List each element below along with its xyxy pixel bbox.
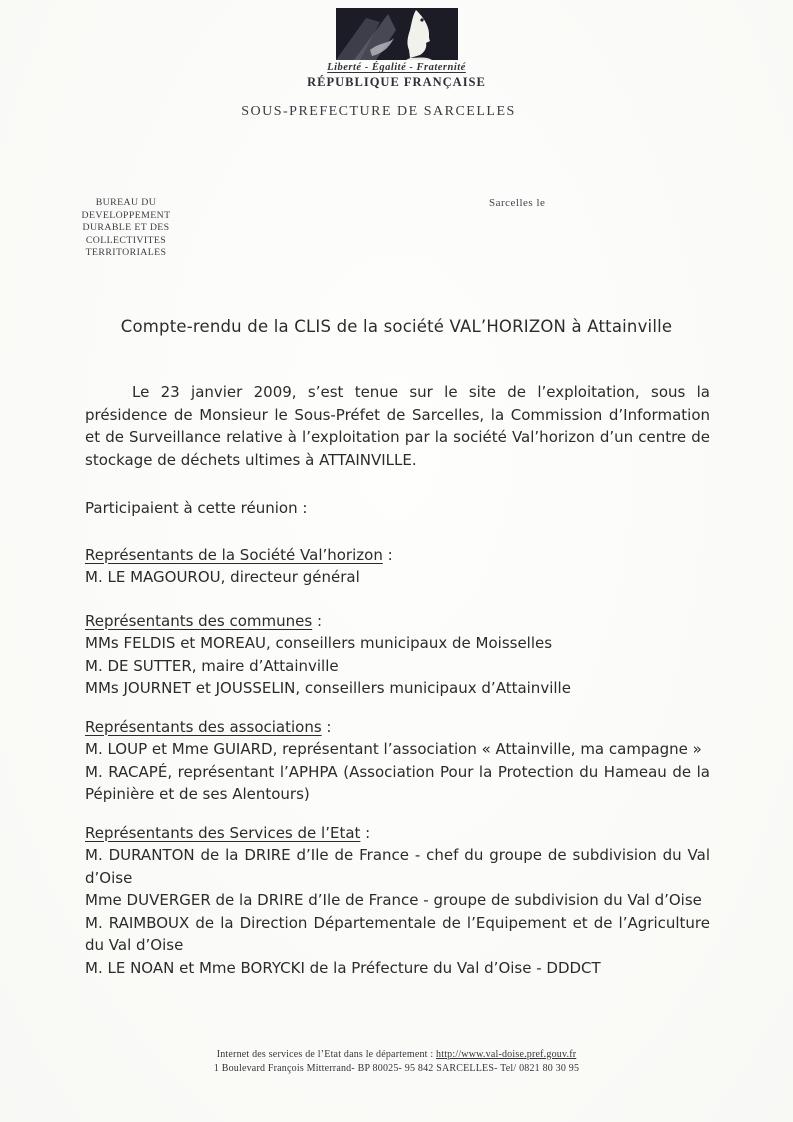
section-heading [85, 822, 710, 845]
section-heading [85, 544, 710, 567]
motto-text: Liberté - Égalité - Fraternité [327, 62, 466, 73]
section-heading-colon: : [360, 823, 371, 842]
section-heading [85, 610, 710, 633]
participant-line: M. DE SUTTER, maire d’Attainville [85, 656, 339, 675]
participant-line: Mme DUVERGER de la DRIRE d’Ile de France - groupe de subdivision du Val d’Oise [85, 891, 702, 909]
section-heading-colon: : [321, 717, 332, 736]
participant-line: M. LE MAGOUROU, directeur général [85, 568, 360, 586]
intro-paragraph: Le 23 janvier 2009, s’est tenue sur le site de l’exploitation, sous la présidence de Monsieur le Sous-Préfet de Sarcelles, la Commission d’Information et de Surveillance relative à l’exploitation par la société Val’horizon d’un centre de stockage de déchets ultimes à ATTAINVILLE. [85, 383, 710, 469]
participant-line: M. DURANTON de la DRIRE d’Ile de France - chef du groupe de subdivision du Val d’Oise [85, 846, 710, 887]
letterhead [0, 8, 793, 90]
section-heading-text: Représentants de la Société Val’horizon [85, 545, 383, 564]
footer-internet-label: Internet des services de l’Etat dans le département : [216, 1049, 437, 1060]
bureau-line: COLLECTIVITES [85, 234, 167, 246]
participant-line: M. LE NOAN et Mme BORYCKI de la Préfecture du Val d’Oise - DDDCT [85, 958, 601, 977]
bureau-line: DEVELOPPEMENT [81, 209, 171, 221]
section-societe-valhorizon [85, 544, 710, 589]
footer-website-url: http://www.val-doise.pref.gouv.fr [436, 1049, 577, 1060]
bureau-line: TERRITORIALES [85, 247, 167, 258]
section-heading-text: Représentants des associations [85, 717, 322, 736]
participant-line: MMs FELDIS et MOREAU, conseillers municipaux de Moisselles [85, 634, 553, 652]
document-footer [0, 1048, 793, 1076]
document-body [85, 381, 710, 979]
office-title: SOUS-PREFECTURE DE SARCELLES [241, 104, 516, 119]
participant-line: M. RAIMBOUX de la Direction Départementale de l’Equipement et de l’Agriculture du Val d’Oise [85, 913, 710, 954]
section-associations [85, 716, 710, 806]
place-date-line: Sarcelles le [489, 197, 546, 209]
participant-line: M. RACAPÉ, représentant l’APHPA (Association Pour la Protection du Hameau de la Pépinière et de ses Alentours) [85, 762, 710, 803]
bureau-line: BUREAU DU [95, 197, 157, 208]
section-heading-text: Représentants des Services de l’Etat [85, 823, 361, 842]
participants-intro: Participaient à cette réunion : [85, 499, 308, 517]
republic-text: RÉPUBLIQUE FRANÇAISE [307, 75, 486, 89]
footer-line-internet [0, 1048, 793, 1062]
section-heading-text: Représentants des communes [85, 611, 313, 630]
section-heading-colon: : [312, 611, 323, 630]
participant-line: M. LOUP et Mme GUIARD, représentant l’association « Attainville, ma campagne » [85, 740, 702, 758]
section-heading-colon: : [382, 545, 393, 564]
bureau-block [66, 197, 186, 260]
bureau-line: DURABLE ET DES [82, 222, 170, 233]
republique-francaise-logo [307, 8, 486, 90]
footer-line-address: 1 Boulevard François Mitterrand- BP 80025- 95 842 SARCELLES- Tel/ 0821 80 30 95 [213, 1063, 580, 1074]
marianne-logo-icon [336, 8, 458, 60]
section-communes [85, 610, 710, 700]
section-services-etat [85, 822, 710, 980]
document-title: Compte-rendu de la CLIS de la société VAL’HORIZON à Attainville [120, 317, 673, 336]
participant-line: MMs JOURNET et JOUSSELIN, conseillers municipaux d’Attainville [85, 679, 571, 697]
section-heading [85, 716, 710, 739]
